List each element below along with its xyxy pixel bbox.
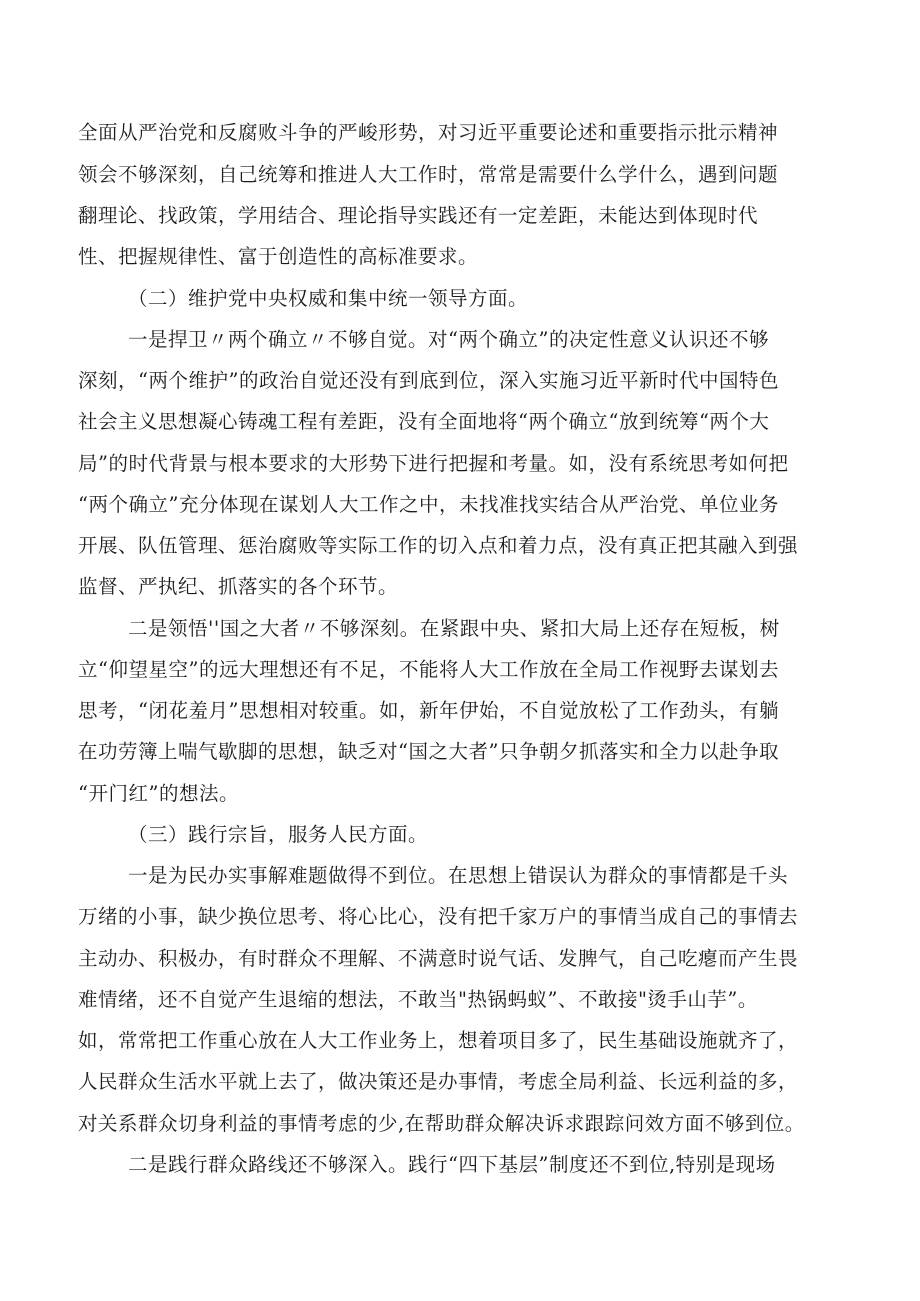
- text-line: 思考，“闭花羞月”思想相对较重。如，新年伊始，不自觉放松了工作劲头，有躺: [78, 699, 779, 722]
- paragraph-first-line: 一是捍卫〃两个确立〃不够自觉。对“两个确立”的决定性意义认识还不够: [128, 328, 769, 351]
- text-line: 深刻，“两个维护”的政治自觉还没有到底到位，深入实施习近平新时代中国特色: [78, 369, 779, 392]
- text-line: “开门红”的想法。: [78, 782, 239, 805]
- text-line: 社会主义思想凝心铸魂工程有差距，没有全面地将“两个确立“放到统筹“两个大: [78, 410, 770, 433]
- text-line: 全面从严治党和反腐败斗争的严峻形势，对习近平重要论述和重要指示批示精神: [78, 121, 779, 144]
- text-line: 性、把握规律性、富于创造性的高标准要求。: [78, 245, 479, 268]
- paragraph-first-line: 二是践行群众路线还不够深入。践行“四下基层”制度还不到位,特别是现场: [128, 1153, 776, 1176]
- text-line: 人民群众生活水平就上去了，做决策还是办事情，考虑全局利益、长远利益的多，: [78, 1070, 799, 1093]
- text-line: 难情绪，还不自觉产生退缩的想法，不敢当"热锅蚂蚁”、不敢接"烫手山芋”。: [78, 988, 758, 1011]
- text-line: 在功劳簿上喘气歇脚的思想，缺乏对“国之大者”只争朝夕抓落实和全力以赴争取: [78, 740, 779, 763]
- text-line: 翻理论、找政策，学用结合、理论指导实践还有一定差距，未能达到体现时代: [78, 204, 759, 227]
- text-line: 万绪的小事，缺少换位思考、将心比心，没有把千家万户的事情当成自己的事情去: [78, 905, 799, 928]
- text-line: 对关系群众切身利益的事情考虑的少,在帮助群众解决诉求跟踪问效方面不够到位。: [78, 1112, 805, 1135]
- text-line: 如，常常把工作重心放在人大工作业务上，想着项目多了，民生基础设施就齐了，: [78, 1029, 799, 1052]
- paragraph-first-line: 一是为民办实事解难题做得不到位。在思想上错误认为群众的事情都是千头: [128, 864, 789, 887]
- section-heading: （二）维护党中央权威和集中统一领导方面。: [128, 287, 529, 310]
- text-line: 领会不够深刻，自己统筹和推进人大工作时，常常是需要什么学什么，遇到问题: [78, 163, 779, 186]
- text-line: 开展、队伍管理、惩治腐败等实际工作的切入点和着力点，没有真正把其融入到强: [78, 534, 799, 557]
- text-line: 主动办、积极办，有时群众不理解、不满意时说气话、发脾气，自己吃瘪而产生畏: [78, 947, 799, 970]
- text-line: 立“仰望星空”的远大理想还有不足，不能将人大工作放在全局工作视野去谋划去: [78, 658, 779, 681]
- text-line: 监督、严执纪、抓落实的各个环节。: [78, 575, 399, 598]
- section-heading: （三）践行宗旨，服务人民方面。: [128, 823, 429, 846]
- text-line: 局”的时代背景与根本要求的大形势下进行把握和考量。如，没有系统思考如何把: [78, 452, 789, 475]
- text-line: “两个确立”充分体现在谋划人大工作之中，未找准找实结合从严治党、单位业务: [78, 493, 779, 516]
- paragraph-first-line: 二是领悟''国之大者〃不够深刻。在紧跟中央、紧扣大局上还存在短板，树: [128, 617, 780, 640]
